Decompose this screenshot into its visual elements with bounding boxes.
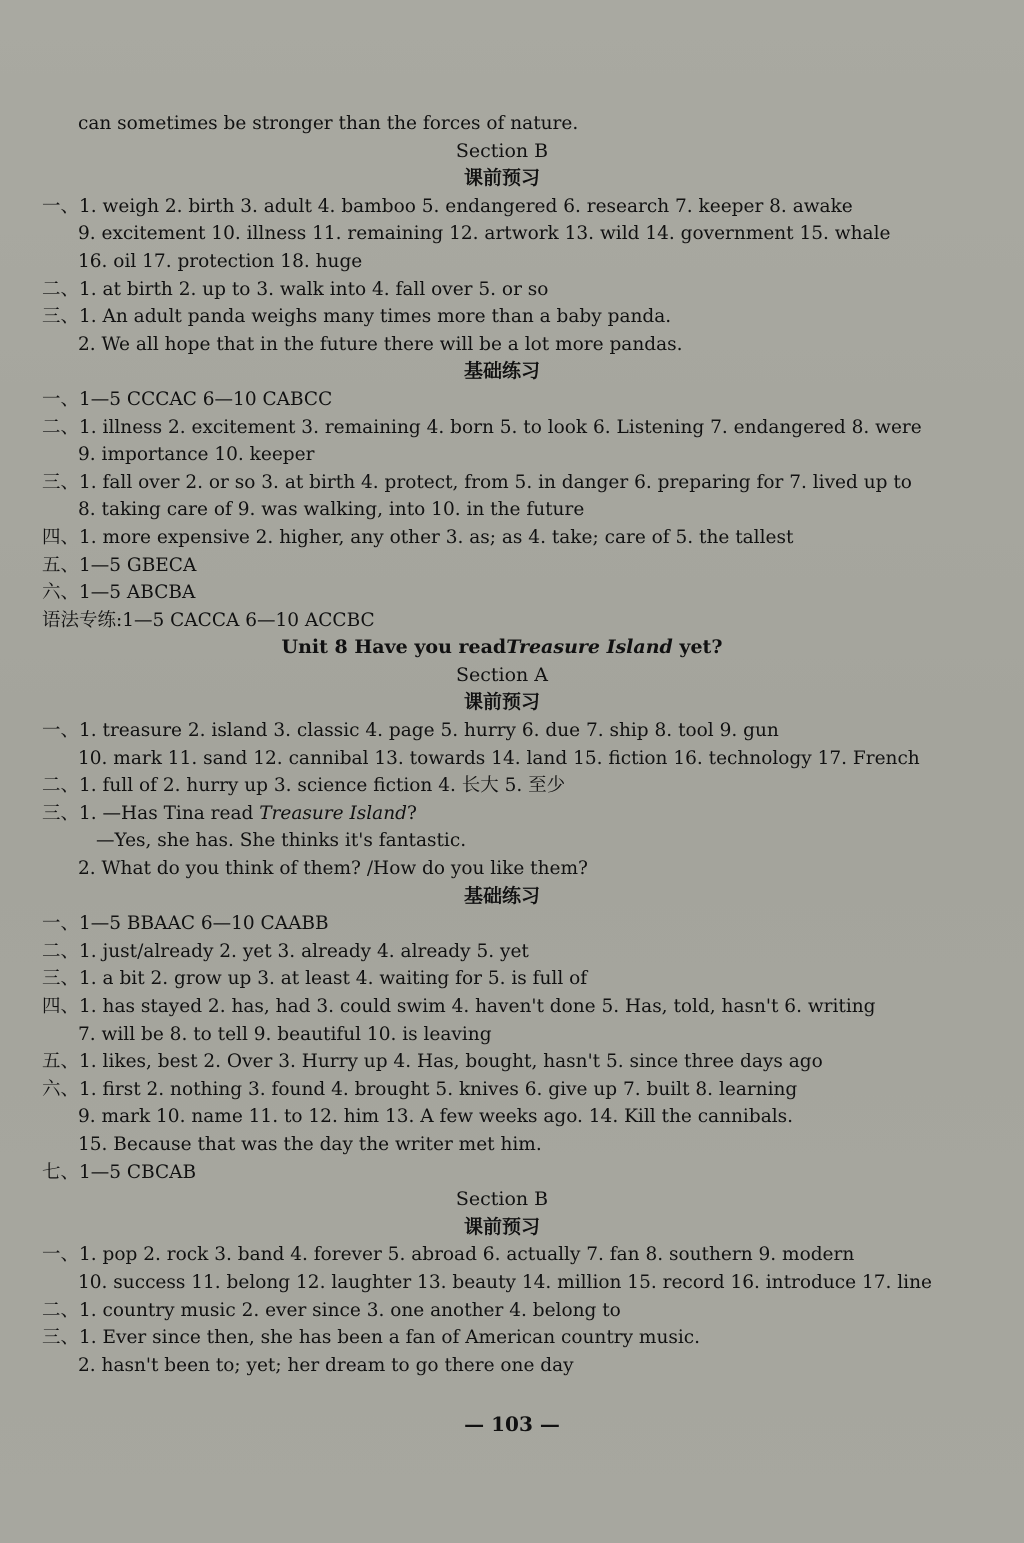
unit-title: Unit 8 Have you read <box>281 636 507 659</box>
answer-line: 六、1—5 ABCBA <box>42 582 196 604</box>
answer-line: 8. taking care of 9. was walking, into 10. in the future <box>78 499 585 521</box>
answer-line: 三、1. fall over 2. or so 3. at birth 4. protect, from 5. in danger 6. preparing for 7. lived up to <box>42 471 912 493</box>
answer-line: 二、1. illness 2. excitement 3. remaining 4. born 5. to look 6. Listening 7. endangered 8. were <box>42 416 922 438</box>
subsection-heading: 基础练习 <box>463 360 540 383</box>
answer-line: 六、1. first 2. nothing 3. found 4. brought 5. knives 6. give up 7. built 8. learning <box>42 1078 798 1100</box>
answer-line: 10. mark 11. sand 12. cannibal 13. towards 14. land 15. fiction 16. technology 17. French <box>78 747 920 769</box>
answer-line: 15. Because that was the day the writer met him. <box>78 1133 542 1155</box>
answer-line: 五、1—5 GBECA <box>42 554 197 576</box>
text-line: can sometimes be stronger than the forces of nature. <box>78 113 579 134</box>
answer-line: 三、1. An adult panda weighs many times more than a baby panda. <box>42 306 672 328</box>
answer-line: 16. oil 17. protection 18. huge <box>78 250 363 272</box>
answer-line: 三、1. a bit 2. grow up 3. at least 4. waiting for 5. is full of <box>42 968 588 990</box>
subsection-heading: 课前预习 <box>463 1215 540 1238</box>
answer-line: 2. We all hope that in the future there will be a lot more pandas. <box>78 333 683 355</box>
answer-line: 四、1. has stayed 2. has, had 3. could swim 4. haven't done 5. Has, told, hasn't 6. writing <box>42 996 876 1017</box>
answer-line: 七、1—5 CBCAB <box>42 1161 197 1183</box>
answer-line: 五、1. likes, best 2. Over 3. Hurry up 4. Has, bought, hasn't 5. since three days ago <box>42 1051 823 1073</box>
answer-text: ? <box>406 802 417 824</box>
answer-line: 2. What do you think of them? /How do you like them? <box>78 858 588 880</box>
subsection-heading: 基础练习 <box>463 884 540 907</box>
section-heading: Section B <box>455 1188 549 1211</box>
book-title: Treasure Island <box>259 802 407 824</box>
unit-book-title: Treasure Island <box>506 636 673 659</box>
answer-content <box>42 110 962 1379</box>
subsection-heading: 课前预习 <box>463 167 540 190</box>
section-heading: Section A <box>455 663 549 686</box>
answer-line: 二、1. full of 2. hurry up 3. science fiction 4. 长大 5. 至少 <box>42 775 566 797</box>
answer-line <box>42 800 962 828</box>
answer-line: 一、1. weigh 2. birth 3. adult 4. bamboo 5. endangered 6. research 7. keeper 8. awake <box>42 195 853 217</box>
answer-line: 二、1. country music 2. ever since 3. one another 4. belong to <box>42 1299 621 1321</box>
unit-title-end: yet? <box>672 636 723 659</box>
subsection-heading: 课前预习 <box>463 691 540 714</box>
page-number: — 103 — <box>464 1412 560 1436</box>
answer-line: 9. mark 10. name 11. to 12. him 13. A few weeks ago. 14. Kill the cannibals. <box>78 1106 794 1128</box>
unit-heading <box>42 634 962 662</box>
answer-line: 一、1. treasure 2. island 3. classic 4. page 5. hurry 6. due 7. ship 8. tool 9. gun <box>42 720 779 742</box>
answer-line: 9. excitement 10. illness 11. remaining 12. artwork 13. wild 14. government 15. whale <box>78 223 891 245</box>
answer-line: —Yes, she has. She thinks it's fantastic. <box>96 830 467 852</box>
answer-line: 二、1. just/already 2. yet 3. already 4. already 5. yet <box>42 940 529 962</box>
answer-line: 7. will be 8. to tell 9. beautiful 10. is leaving <box>78 1023 492 1045</box>
answer-text: 三、1. —Has Tina read <box>42 802 260 824</box>
answer-line: 四、1. more expensive 2. higher, any other 3. as; as 4. take; care of 5. the tallest <box>42 526 794 548</box>
answer-line: 2. hasn't been to; yet; her dream to go there one day <box>78 1354 574 1376</box>
answer-line: 三、1. Ever since then, she has been a fan of American country music. <box>42 1327 701 1349</box>
answer-line: 二、1. at birth 2. up to 3. walk into 4. fall over 5. or so <box>42 278 549 300</box>
answer-line: 一、1—5 CCCAC 6—10 CABCC <box>42 388 333 410</box>
section-heading: Section B <box>455 139 549 162</box>
answer-line: 一、1—5 BBAAC 6—10 CAABB <box>42 913 329 935</box>
answer-line: 一、1. pop 2. rock 3. band 4. forever 5. abroad 6. actually 7. fan 8. southern 9. modern <box>42 1244 855 1266</box>
answer-line: 10. success 11. belong 12. laughter 13. beauty 14. million 15. record 16. introduce 17. line <box>78 1271 932 1293</box>
answer-line: 语法专练:1—5 CACCA 6—10 ACCBC <box>42 609 375 631</box>
answer-line: 9. importance 10. keeper <box>78 444 315 466</box>
